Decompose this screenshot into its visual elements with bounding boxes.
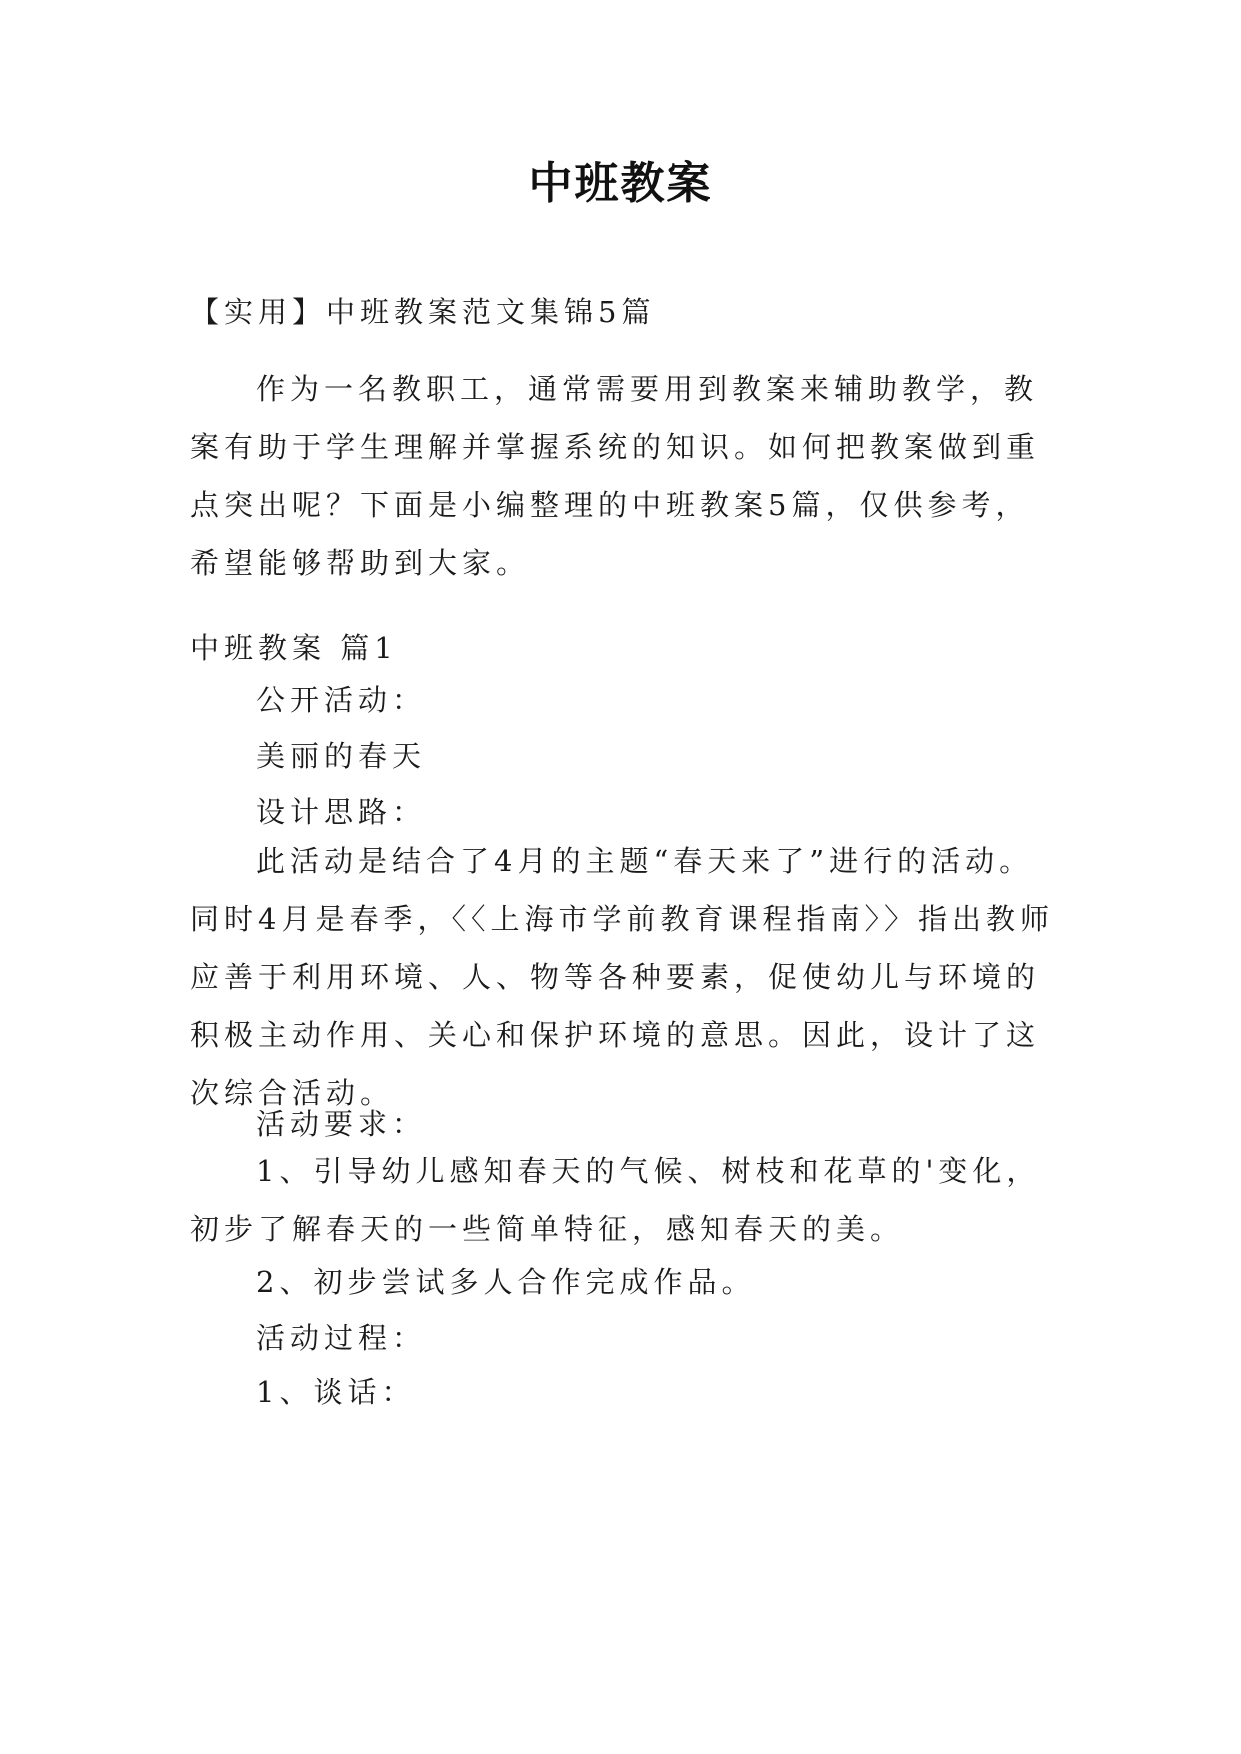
page-title: 中班教案	[528, 158, 713, 209]
requirement-item-2: 2、初步尝试多人合作完成作品。	[256, 1265, 756, 1299]
design-label: 设计思路：	[256, 795, 427, 829]
requirement-item-1: 1、引导幼儿感知春天的气候、树枝和花草的'变化，初步了解春天的一些简单特征，感知春天的美。	[190, 1154, 1041, 1246]
intro-paragraph: 作为一名教职工，通常需要用到教案来辅助教学，教案有助于学生理解并掌握系统的知识。如何把教案做到重点突出呢？下面是小编整理的中班教案5篇，仅供参考，希望能够帮助到大家。	[190, 372, 1041, 580]
requirements-label: 活动要求：	[256, 1107, 427, 1141]
process-item-1: 1、谈话：	[256, 1375, 416, 1409]
process-label: 活动过程：	[256, 1321, 427, 1355]
activity-name: 美丽的春天	[256, 739, 427, 773]
design-paragraph: 此活动是结合了4月的主题“春天来了”进行的活动。同时4月是春季，〈〈上海市学前教育课程指南〉〉指出教师应善于利用环境、人、物等各种要素，促使幼儿与环境的积极主动作用、关心和保护环境的意思。因此，设计了这次综合活动。	[190, 844, 1054, 1110]
section-heading: 中班教案 篇1	[190, 631, 398, 665]
document-subtitle: 【实用】中班教案范文集锦5篇	[190, 295, 656, 329]
activity-label: 公开活动：	[256, 683, 427, 717]
